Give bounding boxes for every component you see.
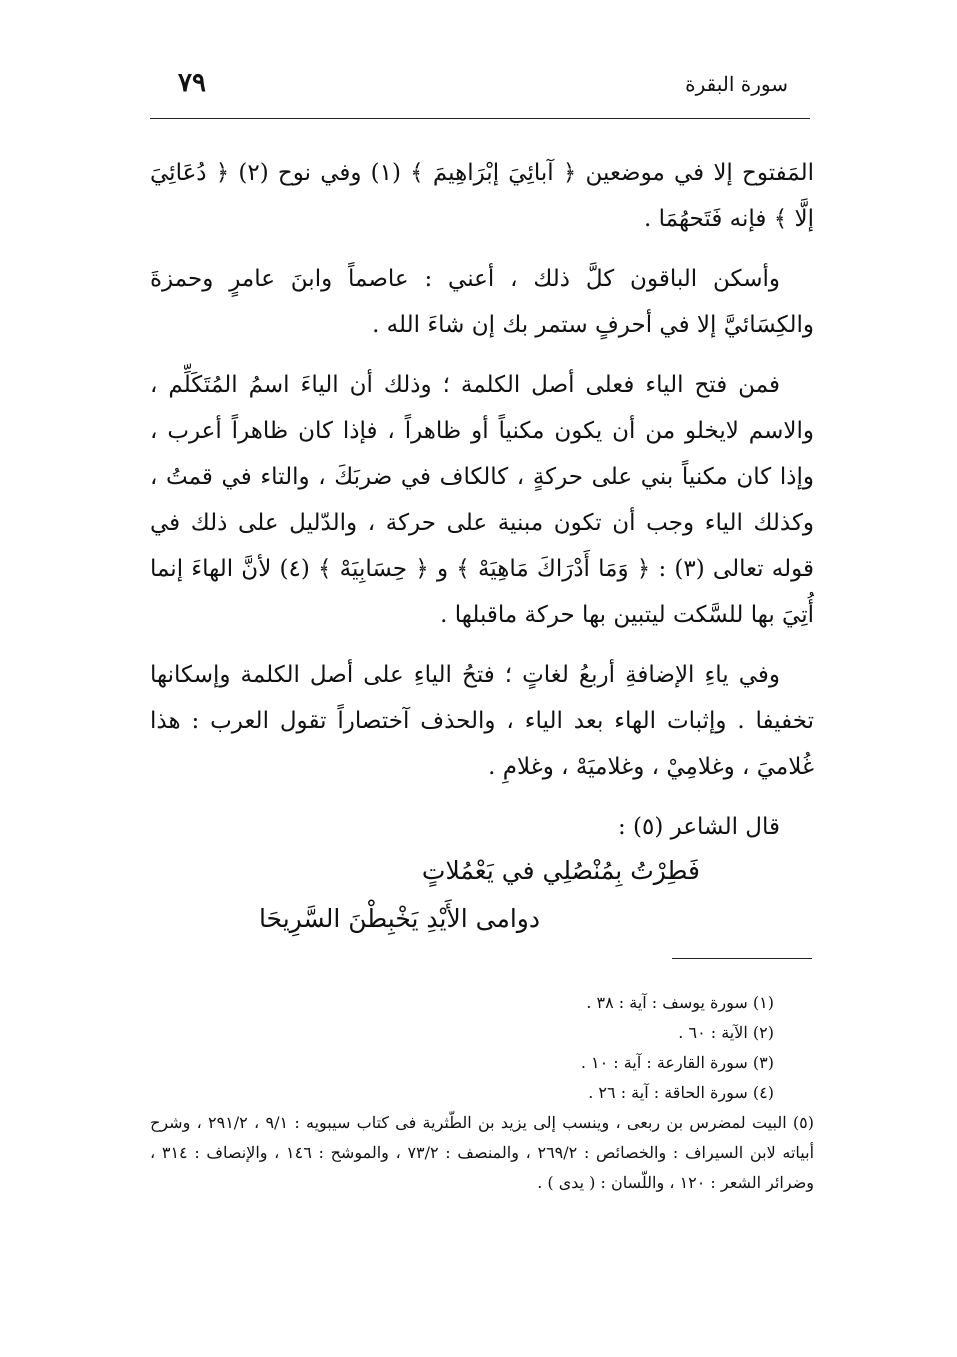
footnote-3: (٣) سورة القارعة : آية : ١٠ . [580, 1053, 774, 1072]
footnote-5: (٥) البيت لمضرس بن ربعى ، وينسب إلى يزيد بن الطّثرية فى كتاب سيبويه : ٩/١ ، ٢٩١/٢ ، وشرح أبياته لابن السيراف : والخصائص : ٢٦٩/٢ ، والمنصف : ٧٣/٢ ، والموشح : ١٤٦ ، والإنصاف : ٣١٤ ، وضرائر الشعر : ١٢٠ ، واللّسان : ( يدى ) . [150, 1113, 815, 1192]
page-number: ٧٩ [178, 68, 206, 98]
footnote-rule [672, 958, 812, 959]
poet-intro: قال الشاعر (٥) : [617, 814, 780, 840]
page-header [150, 62, 810, 102]
paragraph-1: المَفتوح إلا في موضعين ﴿ آبائِيَ إبْرَاهِيمَ ﴾ (١) وفي نوح (٢) ﴿ دُعَائِيَ إلَّا ﴾ فإنه فَتَحهُمَا . [150, 160, 815, 232]
paragraph-4: وفي ياءِ الإضافةِ أربعُ لغاتٍ ؛ فتحُ الياءِ على أصل الكلمة وإسكانها تخفيفا . وإثبات الهاء بعد الياء ، والحذف آختصاراً تقول العرب : هذا غُلاميَ ، وغلامِيْ ، وغلاميَهْ ، وغلامِ . [150, 662, 814, 780]
footnote-2: (٢) الآية : ٦٠ . [678, 1023, 774, 1042]
running-title: سورة البقرة [685, 72, 788, 96]
verse-line-2: دوامى الأَيْدِ يَخْبِطْنَ السَّرِيحَا [258, 904, 540, 933]
header-rule [150, 118, 810, 119]
footnote-4: (٤) سورة الحاقة : آية : ٢٦ . [588, 1083, 774, 1102]
main-text [150, 150, 814, 864]
verse-line-1: فَطِرْتُ بِمُنْصُلِي في يَعْمُلاتٍ [421, 856, 700, 885]
paragraph-3: فمن فتح الياء فعلى أصل الكلمة ؛ وذلك أن الياءَ اسمُ المُتَكَلِّم ، والاسم لايخلو من أن يكون مكنياً أو ظاهراً ، فإذا كان ظاهراً أعرب ، وإذا كان مكنياً بني على حركةٍ ، كالكاف في ضربَكَ ، والتاء في قمتُ ، وكذلك الياء وجب أن تكون مبنية على حركة ، والدّليل على ذلك في قوله تعالى (٣) : ﴿ وَمَا أَدْرَاكَ مَاهِيَهْ ﴾ و ﴿ حِسَابِيَهْ ﴾ (٤) لأنَّ الهاءَ إنما أُتِيَ بها للسَّكت ليتبين بها حركة ماقبلها . [150, 372, 814, 628]
footnotes [150, 988, 814, 1198]
paragraph-2: وأسكن الباقون كلَّ ذلك ، أعني : عاصماً وابنَ عامرٍ وحمزةَ والكِسَائيَّ إلا في أحرفٍ ستمر بك إن شاءَ الله . [150, 266, 814, 338]
footnote-1: (١) سورة يوسف : آية : ٣٨ . [586, 993, 774, 1012]
